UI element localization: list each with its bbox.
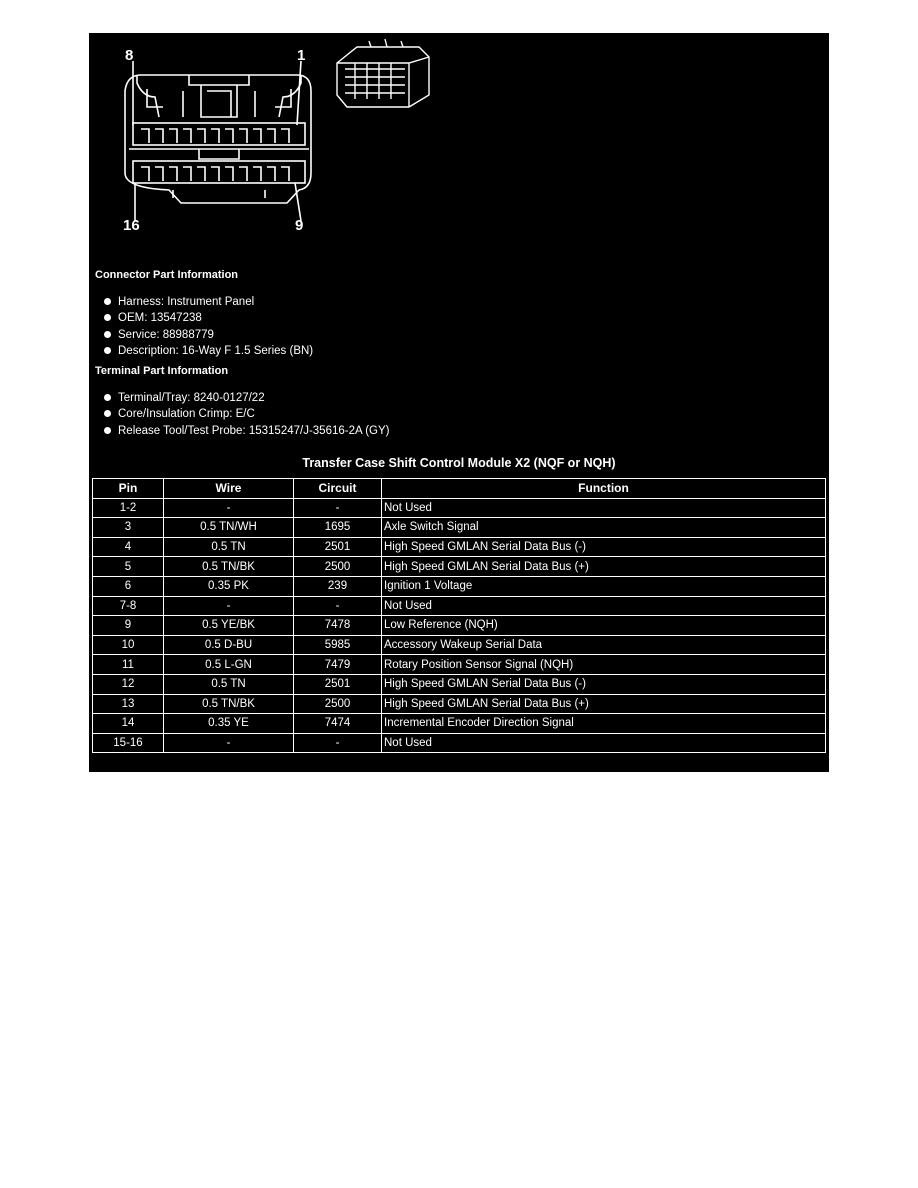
cell-circuit: 7478 — [294, 616, 382, 636]
cell-circuit: 1695 — [294, 518, 382, 538]
table-row — [93, 596, 826, 616]
cell-pin: 12 — [93, 674, 164, 694]
pin-label-1: 1 — [297, 47, 306, 64]
cell-wire: 0.5 TN/BK — [164, 557, 294, 577]
list-item: Description: 16-Way F 1.5 Series (BN) — [101, 343, 313, 359]
table-row — [93, 694, 826, 714]
table-header-row — [93, 479, 826, 499]
cell-wire: 0.5 TN — [164, 537, 294, 557]
table-row — [93, 635, 826, 655]
connector-part-info-list — [101, 294, 313, 359]
table-row — [93, 518, 826, 538]
table-row — [93, 557, 826, 577]
cell-function: High Speed GMLAN Serial Data Bus (+) — [382, 694, 826, 714]
table-row — [93, 616, 826, 636]
cell-pin: 14 — [93, 714, 164, 734]
connector-info-panel — [89, 33, 829, 772]
cell-function: High Speed GMLAN Serial Data Bus (+) — [382, 557, 826, 577]
list-item: Service: 88988779 — [101, 327, 313, 343]
cell-pin: 7-8 — [93, 596, 164, 616]
connector-diagram — [89, 33, 829, 233]
cell-function: Ignition 1 Voltage — [382, 576, 826, 596]
cell-function: Not Used — [382, 498, 826, 518]
cell-circuit: 7474 — [294, 714, 382, 734]
terminal-part-info-list — [101, 390, 390, 439]
cell-function: Not Used — [382, 596, 826, 616]
cell-circuit: - — [294, 596, 382, 616]
cell-function: Accessory Wakeup Serial Data — [382, 635, 826, 655]
cell-wire: 0.35 PK — [164, 576, 294, 596]
list-item: OEM: 13547238 — [101, 310, 313, 326]
cell-function: Rotary Position Sensor Signal (NQH) — [382, 655, 826, 675]
cell-wire: - — [164, 498, 294, 518]
table-row — [93, 537, 826, 557]
header-wire: Wire — [164, 479, 294, 499]
list-item: Release Tool/Test Probe: 15315247/J-35616-2A (GY) — [101, 423, 390, 439]
cell-pin: 10 — [93, 635, 164, 655]
cell-circuit: 239 — [294, 576, 382, 596]
cell-pin: 9 — [93, 616, 164, 636]
cell-pin: 13 — [93, 694, 164, 714]
pin-label-16: 16 — [123, 217, 140, 234]
cell-pin: 3 — [93, 518, 164, 538]
cell-circuit: - — [294, 733, 382, 753]
cell-pin: 6 — [93, 576, 164, 596]
cell-pin: 1-2 — [93, 498, 164, 518]
table-title: Transfer Case Shift Control Module X2 (NQF or NQH) — [302, 456, 616, 470]
cell-pin: 4 — [93, 537, 164, 557]
connector-part-info-heading: Connector Part Information — [95, 269, 239, 281]
table-row — [93, 498, 826, 518]
pinout-table — [92, 478, 826, 753]
list-item: Terminal/Tray: 8240-0127/22 — [101, 390, 390, 406]
cell-circuit: 2500 — [294, 694, 382, 714]
table-row — [93, 674, 826, 694]
list-item: Core/Insulation Crimp: E/C — [101, 406, 390, 422]
cell-wire: 0.35 YE — [164, 714, 294, 734]
cell-circuit: 2500 — [294, 557, 382, 577]
cell-function: High Speed GMLAN Serial Data Bus (-) — [382, 537, 826, 557]
table-row — [93, 714, 826, 734]
cell-wire: 0.5 TN — [164, 674, 294, 694]
cell-function: Axle Switch Signal — [382, 518, 826, 538]
cell-wire: 0.5 L-GN — [164, 655, 294, 675]
cell-wire: 0.5 TN/BK — [164, 694, 294, 714]
cell-pin: 5 — [93, 557, 164, 577]
cell-wire: - — [164, 733, 294, 753]
cell-circuit: 2501 — [294, 674, 382, 694]
cell-circuit: 2501 — [294, 537, 382, 557]
header-pin: Pin — [93, 479, 164, 499]
cell-circuit: 7479 — [294, 655, 382, 675]
terminal-part-info-heading: Terminal Part Information — [95, 365, 229, 377]
cell-wire: 0.5 D-BU — [164, 635, 294, 655]
cell-circuit: 5985 — [294, 635, 382, 655]
table-row — [93, 576, 826, 596]
cell-function: Not Used — [382, 733, 826, 753]
cell-function: Low Reference (NQH) — [382, 616, 826, 636]
header-circuit: Circuit — [294, 479, 382, 499]
pin-label-9: 9 — [295, 217, 304, 234]
cell-wire: 0.5 YE/BK — [164, 616, 294, 636]
cell-circuit: - — [294, 498, 382, 518]
table-row — [93, 733, 826, 753]
cell-wire: 0.5 TN/WH — [164, 518, 294, 538]
cell-pin: 15-16 — [93, 733, 164, 753]
table-row — [93, 655, 826, 675]
cell-wire: - — [164, 596, 294, 616]
cell-function: High Speed GMLAN Serial Data Bus (-) — [382, 674, 826, 694]
cell-function: Incremental Encoder Direction Signal — [382, 714, 826, 734]
cell-pin: 11 — [93, 655, 164, 675]
pin-label-8: 8 — [125, 47, 134, 64]
list-item: Harness: Instrument Panel — [101, 294, 313, 310]
header-function: Function — [382, 479, 826, 499]
